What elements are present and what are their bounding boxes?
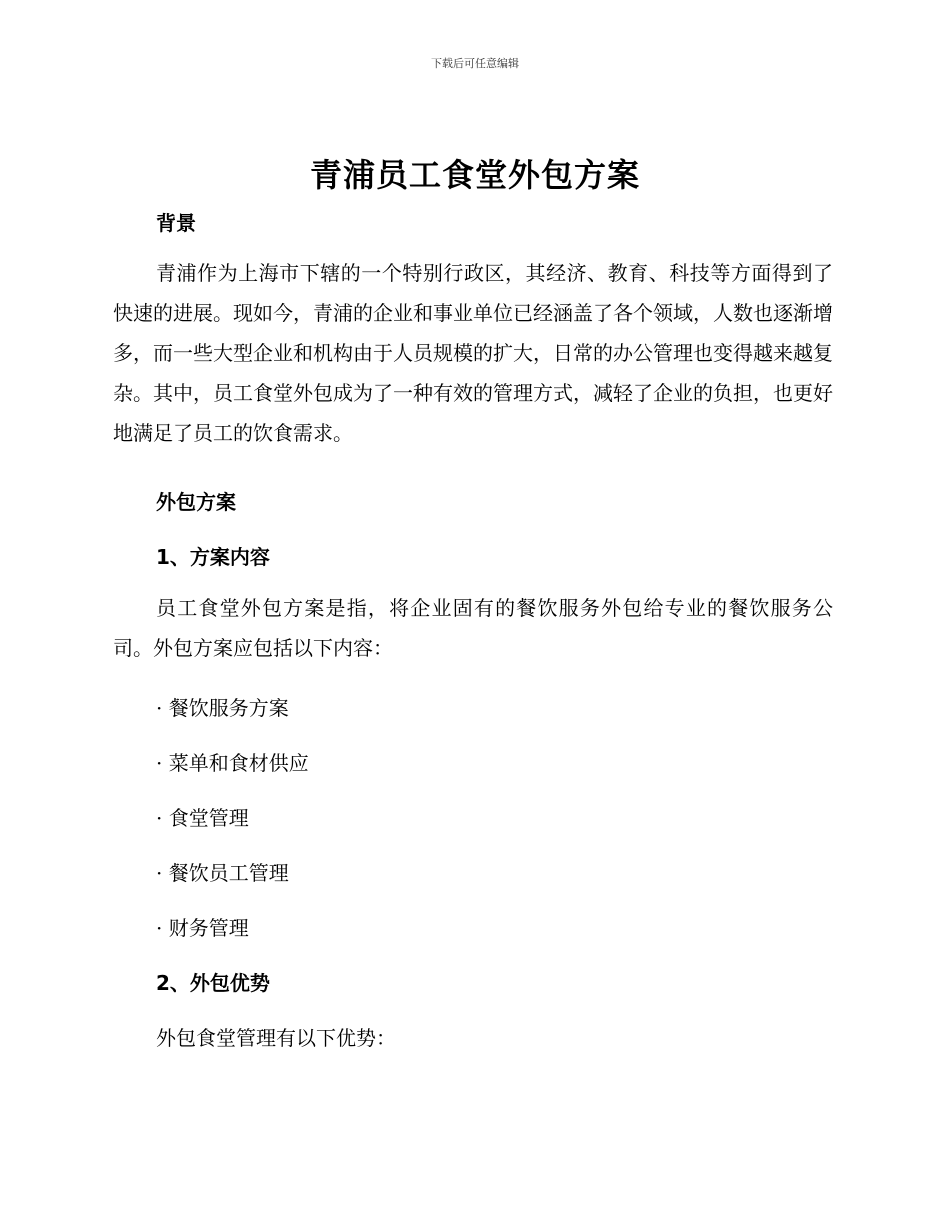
list-item: · 食堂管理 — [156, 806, 249, 830]
header-note: 下载后可任意编辑 — [431, 57, 519, 70]
outsourcing-heading: 外包方案 — [156, 490, 236, 514]
content-paragraph: 员工食堂外包方案是指，将企业固有的餐饮服务外包给专业的餐饮服务公司。外包方案应包括以下内容： — [113, 596, 833, 660]
advantages-paragraph: 外包食堂管理有以下优势： — [156, 1026, 396, 1050]
background-heading: 背景 — [156, 211, 196, 235]
advantages-heading: 2、外包优势 — [156, 971, 270, 995]
content-heading: 1、方案内容 — [156, 545, 270, 569]
document-title: 青浦员工食堂外包方案 — [309, 156, 640, 194]
list-item: · 餐饮服务方案 — [156, 696, 289, 720]
background-paragraph: 青浦作为上海市下辖的一个特别行政区，其经济、教育、科技等方面得到了快速的进展。现如今，青浦的企业和事业单位已经涵盖了各个领域，人数也逐渐增多，而一些大型企业和机构由于人员规模的扩大，日常的办公管理也变得越来越复杂。其中，员工食堂外包成为了一种有效的管理方式，减轻了企业的负担，也更好地满足了员工的饮食需求。 — [113, 261, 833, 445]
list-item: · 菜单和食材供应 — [156, 751, 309, 775]
list-item: · 财务管理 — [156, 916, 249, 940]
list-item: · 餐饮员工管理 — [156, 861, 289, 885]
